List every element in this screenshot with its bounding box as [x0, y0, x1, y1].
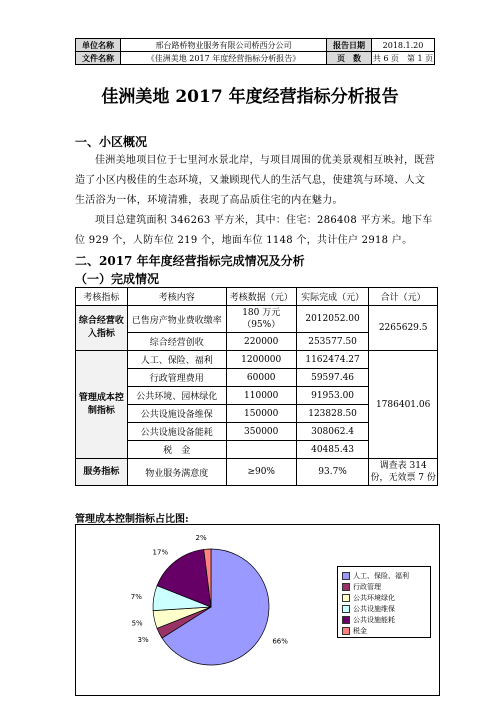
chart-caption: 管理成本控制指标占比图: — [75, 514, 189, 525]
table-header: 考核数据（元） — [226, 288, 296, 306]
table-header: 合计（元） — [369, 288, 438, 306]
legend-swatch — [342, 627, 350, 635]
group-total: 2265629.5 — [369, 306, 438, 351]
file-value: 《佳洲美地 2017 年度经营指标分析报告》 — [121, 52, 327, 65]
table-cell: 1162474.27 — [296, 351, 369, 369]
legend-item — [342, 615, 395, 625]
legend-item — [342, 604, 395, 614]
legend-swatch — [342, 583, 350, 591]
section2-subheading: （一）完成情况 — [75, 272, 160, 286]
table-header: 考核指标 — [76, 288, 128, 306]
table-cell: 59597.46 — [296, 369, 369, 387]
group-label: 综合经营收入指标 — [76, 306, 128, 351]
table-cell: 综合经营创收 — [127, 333, 226, 351]
table-cell: ≥90% — [226, 459, 296, 486]
slice-label: 17% — [152, 548, 169, 557]
legend-label: 公共环境绿化 — [353, 594, 395, 602]
indicator-table — [75, 287, 438, 486]
pages-label: 页 数 — [327, 52, 372, 65]
table-cell: 123828.50 — [296, 405, 369, 423]
legend-swatch — [342, 605, 350, 613]
slice-label: 66% — [272, 637, 288, 646]
table-header: 考核内容 — [127, 288, 226, 306]
table-cell: 公共设施设备维保 — [127, 405, 226, 423]
table-cell: 已售房产物业费收缴率 — [127, 306, 226, 333]
table-cell: 93.7% — [296, 459, 369, 486]
legend-item — [342, 582, 381, 592]
chart-legend — [337, 566, 431, 638]
table-header-row — [76, 288, 438, 306]
unit-value: 邢台路桥物业服务有限公司桥西分公司 — [121, 39, 327, 52]
slice-label: 5% — [131, 619, 143, 628]
slice-label: 3% — [137, 635, 149, 644]
table-cell: 1200000 — [226, 351, 296, 369]
table-cell: 40485.43 — [296, 441, 369, 459]
unit-label: 单位名称 — [76, 39, 121, 52]
legend-swatch — [342, 616, 350, 624]
legend-swatch — [342, 572, 350, 580]
table-cell: 税 金 — [127, 441, 226, 459]
table-cell: 91953.00 — [296, 387, 369, 405]
table-header: 实际完成（元） — [296, 288, 369, 306]
slice-label: 2% — [195, 534, 207, 543]
legend-label: 公共设施维保 — [353, 605, 395, 613]
paragraph-figures: 项目总建筑面积 346263 平方米，其中：住宅：286408 平方米。地下车位 929 个，人防车位 219 个，地面车位 1148 个，共计住户 2918 户。 — [75, 215, 433, 246]
table-cell: 220000 — [226, 333, 296, 351]
legend-item — [342, 626, 367, 636]
table-cell: 350000 — [226, 423, 296, 441]
slice-label: 7% — [130, 593, 142, 602]
date-label: 报告日期 — [327, 39, 372, 52]
section1-body — [75, 151, 435, 251]
table-cell: 180 万元（95%） — [226, 306, 296, 333]
table-cell: 2012052.00 — [296, 306, 369, 333]
section1-heading: 一、小区概况 — [75, 135, 148, 149]
group-label: 服务指标 — [76, 459, 128, 486]
table-cell: 308062.4 — [296, 423, 369, 441]
table-cell: 110000 — [226, 387, 296, 405]
paragraph-overview: 佳洲美地项目位于七里河水景北岸，与项目周围的优美景观相互映衬，既营造了小区内极佳的生态环境，又兼顾现代人的生活气息，使建筑与环境、人文生活浴为一体，环境清雅，表现了高品质住宅的内在魅力。 — [75, 155, 435, 206]
file-label: 文件名称 — [76, 52, 121, 65]
table-cell: 公共环境、园林绿化 — [127, 387, 226, 405]
group-label: 管理成本控制指标 — [76, 351, 128, 459]
pages-value: 共 6 页 第 1 页 — [372, 53, 434, 63]
legend-swatch — [342, 594, 350, 602]
table-cell: 人工、保险、福利 — [127, 351, 226, 369]
legend-label: 公共设施能耗 — [353, 616, 395, 624]
legend-label: 行政管理 — [353, 583, 381, 591]
table-cell — [226, 441, 296, 459]
group-total: 1786401.06 — [369, 351, 438, 459]
table-cell: 公共设施设备能耗 — [127, 423, 226, 441]
legend-label: 人工、保险、福利 — [353, 572, 409, 580]
table-cell: 行政管理费用 — [127, 369, 226, 387]
date-value: 2018.1.20 — [372, 39, 435, 52]
legend-item — [342, 571, 409, 581]
table-row — [76, 306, 438, 333]
section2-heading: 二、2017 年年度经营指标完成情况及分析 — [75, 254, 305, 268]
table-row — [76, 459, 438, 486]
table-cell: 150000 — [226, 405, 296, 423]
table-cell: 物业服务满意度 — [127, 459, 226, 486]
table-cell: 调查表 314 份，无效票 7 份 — [369, 459, 438, 486]
page-title: 佳洲美地 2017 年度经营指标分析报告 — [101, 87, 399, 107]
table-row — [76, 351, 438, 369]
legend-label: 税金 — [353, 627, 367, 635]
legend-item — [342, 593, 395, 603]
table-cell: 253577.50 — [296, 333, 369, 351]
document-header-table — [75, 38, 435, 65]
table-cell: 60000 — [226, 369, 296, 387]
